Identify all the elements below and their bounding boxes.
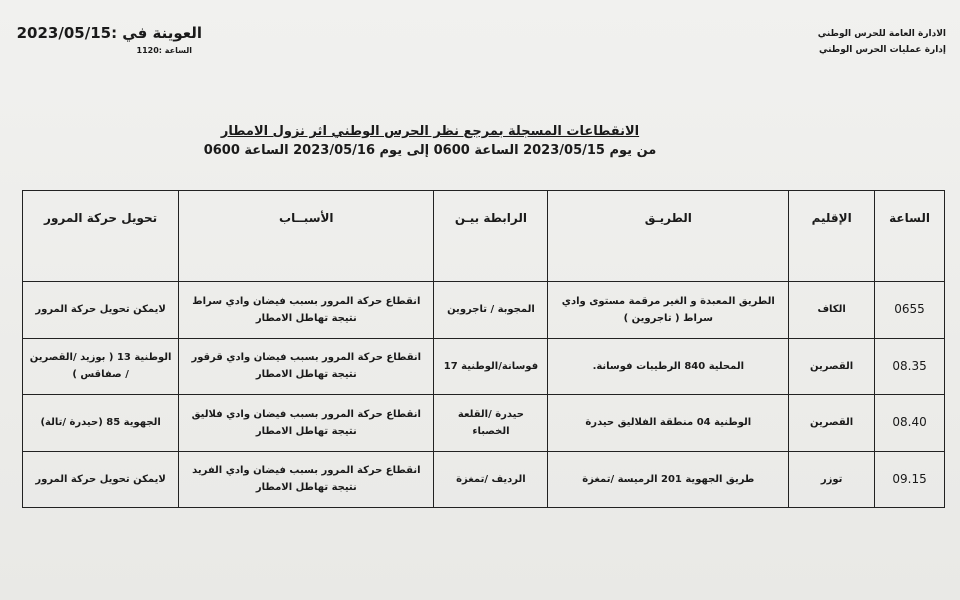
cell-divert: الجهوية 85 (حيدرة /تالة) xyxy=(23,395,179,452)
org-line-2: إدارة عمليات الحرس الوطني xyxy=(819,45,946,55)
cell-time: 08.35 xyxy=(875,338,945,395)
cell-road: الطريق المعبدة و الغير مرقمة مستوى وادي سراط ( تاجروين ) xyxy=(548,282,789,339)
org-line-1: الادارة العامة للحرس الوطني xyxy=(817,29,946,39)
column-header-cause: الأسبــاب xyxy=(179,191,434,282)
cell-region: توزر xyxy=(789,451,875,508)
cell-divert: لايمكن تحويل حركة المرور xyxy=(23,282,179,339)
cell-cause: انقطاع حركة المرور بسبب فيضان وادي قرقور نتيجة تهاطل الامطار xyxy=(179,338,434,395)
cell-time: 09.15 xyxy=(875,451,945,508)
interruptions-table xyxy=(22,190,945,508)
table-row xyxy=(23,395,945,452)
organization-header xyxy=(818,26,946,58)
column-header-divert: تحويل حركة المرور xyxy=(23,191,179,282)
cell-cause: انقطاع حركة المرور بسبب فيضان وادي الفريد نتيجة تهاطل الامطار xyxy=(179,451,434,508)
cell-link: حيدرة /القلعة الخصباء xyxy=(434,395,548,452)
document-title xyxy=(180,124,680,158)
cell-link: الرديف /تمغزة xyxy=(434,451,548,508)
cell-divert: الوطنية 13 ( بوزيد /القصرين / صفاقس ) xyxy=(23,338,179,395)
cell-region: القصرين xyxy=(789,395,875,452)
cell-divert: لايمكن تحويل حركة المرور xyxy=(23,451,179,508)
cell-region: الكاف xyxy=(789,282,875,339)
cell-region: القصرين xyxy=(789,338,875,395)
title-line-2: من يوم 2023/05/15 الساعة 0600 إلى يوم 2023/05/16 الساعة 0600 xyxy=(203,143,657,158)
cell-road: المحلية 840 الرطيبات فوسانة. xyxy=(548,338,789,395)
table-row xyxy=(23,338,945,395)
cell-link: فوسانة/الوطنية 17 xyxy=(434,338,548,395)
column-header-road: الطريـق xyxy=(548,191,789,282)
date-line: العوينة في :2023/05/15 xyxy=(16,24,202,42)
cell-cause: انقطاع حركة المرور بسبب فيضان وادي سراط نتيجة تهاطل الامطار xyxy=(179,282,434,339)
time-line: الساعة :1120 xyxy=(136,46,192,55)
cell-time: 0655 xyxy=(875,282,945,339)
cell-time: 08.40 xyxy=(875,395,945,452)
cell-link: المجوبة / تاجروين xyxy=(434,282,548,339)
table-row xyxy=(23,451,945,508)
cell-road: الوطنية 04 منطقة الفلاليق حيدرة xyxy=(548,395,789,452)
date-header xyxy=(16,24,202,55)
cell-cause: انقطاع حركة المرور بسبب فيضان وادي فلاليق نتيجة تهاطل الامطار xyxy=(179,395,434,452)
column-header-time: الساعة xyxy=(875,191,945,282)
table-header-row xyxy=(23,191,945,282)
column-header-region: الإقليم xyxy=(789,191,875,282)
column-header-link: الرابطة بيـن xyxy=(434,191,548,282)
title-line-1: الانقطاعات المسجلة بمرجع نظر الحرس الوطني اثر نزول الامطار xyxy=(220,124,640,139)
table-row xyxy=(23,282,945,339)
cell-road: طريق الجهوية 201 الرميسة /تمغزة xyxy=(548,451,789,508)
